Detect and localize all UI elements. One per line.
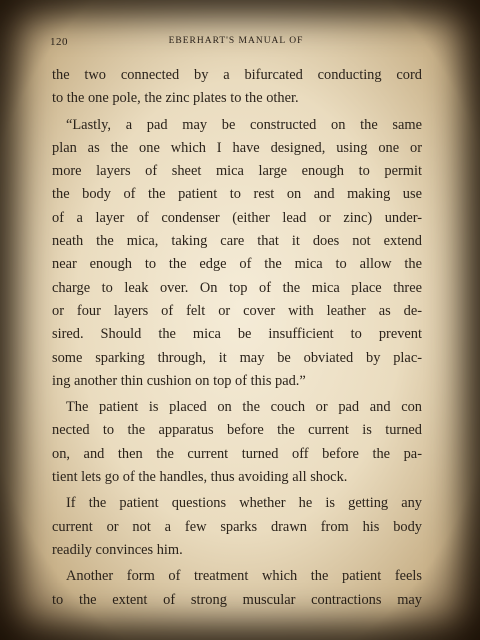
text-line: nected to the apparatus before the current is turned [52,422,422,439]
text-line: or four layers of felt or cover with leather as de- [52,302,422,319]
paragraph [52,64,422,111]
text-line: to the one pole, the zinc plates to the other. [52,90,299,107]
text-line: If the patient questions whether he is getting any [66,495,422,512]
text-line: of a layer of condenser (either lead or zinc) under- [52,209,422,226]
text-line: some sparking through, it may be obviated by plac- [52,349,422,366]
page-number: 120 [50,36,68,48]
text-line: the body of the patient to rest on and making use [52,186,422,203]
text-line: more layers of sheet mica large enough to permit [52,163,422,180]
text-line: Another form of treatment which the patient feels [66,568,422,585]
paragraph [52,114,422,394]
text-line: current or not a few sparks drawn from his body [52,518,422,535]
text-line: near enough to the edge of the mica to allow the [52,256,422,273]
text-line: plan as the one which I have designed, using one or [52,139,422,156]
text-line: sired. Should the mica be insufficient to prevent [52,326,422,343]
text-line: The patient is placed on the couch or pad and con [66,399,422,416]
text-line: readily convinces him. [52,541,183,558]
text-line: ing another thin cushion on top of this pad.” [52,372,306,389]
paragraph [52,565,422,612]
text-line: “Lastly, a pad may be constructed on the same [66,116,422,133]
page-header [50,36,422,52]
paragraph [52,396,422,489]
text-line: neath the mica, taking care that it does not extend [52,233,422,250]
text-line: to the extent of strong muscular contractions may [52,591,422,608]
text-line: charge to leak over. On top of the mica place three [52,279,422,296]
text-line: on, and then the current turned off before the pa- [52,445,422,462]
body-text [52,64,422,612]
text-line: the two connected by a bifurcated conducting cord [52,67,422,83]
text-line: tient lets go of the handles, thus avoiding all shock. [52,469,348,486]
running-head: EBERHART'S MANUAL OF [168,36,304,46]
paragraph [52,492,422,562]
